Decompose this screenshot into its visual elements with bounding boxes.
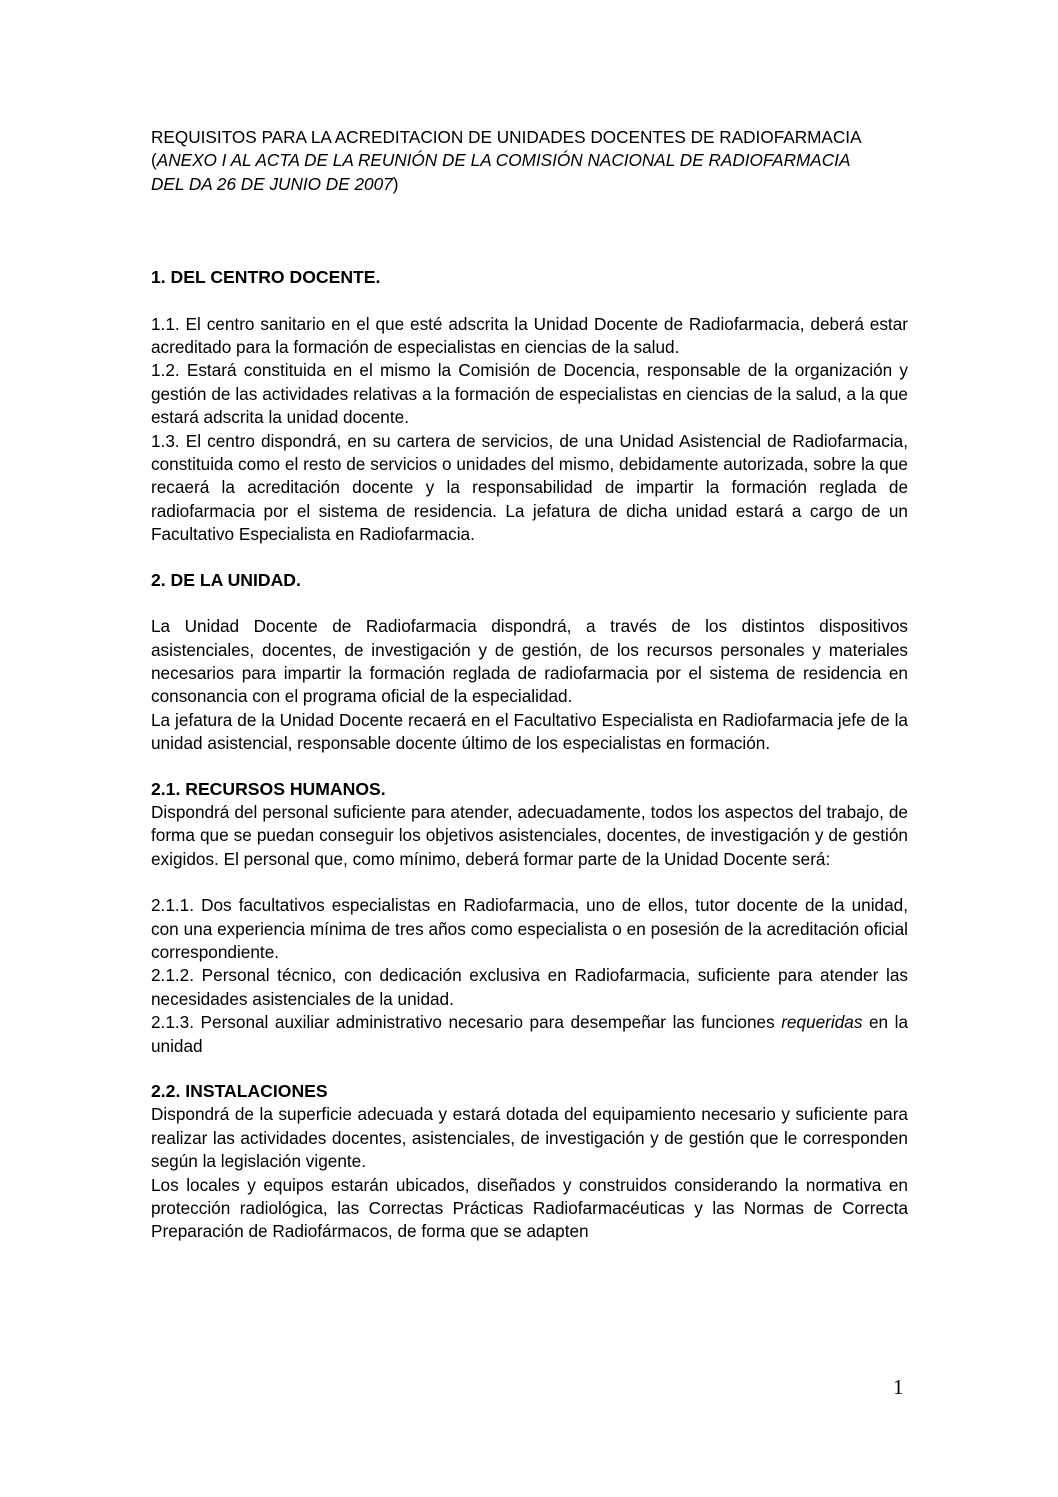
- document-title: REQUISITOS PARA LA ACREDITACION DE UNIDADES DOCENTES DE RADIOFARMACIA: [151, 127, 862, 147]
- paragraph-2-2-1: Dispondrá de la superficie adecuada y estará dotada del equipamiento necesario y suficiente para realizar las actividades docentes, asistenciales, de investigación y de gestión que le corresponden según la legislación vigente.: [151, 1104, 908, 1172]
- paragraph-1-3: 1.3. El centro dispondrá, en su cartera de servicios, de una Unidad Asistencial de Radiofarmacia, constituida como el resto de servicios o unidades del mismo, debidamente autorizada, sobre la que recaerá la acreditación docente y la responsabilidad de impartir la formación reglada de radiofarmacia por el sistema de residencia. La jefatura de dicha unidad estará a cargo de un Facultativo Especialista en Radiofarmacia.: [151, 430, 908, 545]
- paragraph-2-1: La Unidad Docente de Radiofarmacia dispondrá, a través de los distintos dispositivos asistenciales, docentes, de investigación y de gestión, de los recursos personales y materiales necesarios para impartir la formación reglada de radiofarmacia por el sistema de residencia en consonancia con el programa oficial de la especialidad.: [151, 616, 908, 707]
- section-2-1-heading: 2.1. RECURSOS HUMANOS.: [151, 778, 386, 799]
- paragraph-2-2: La jefatura de la Unidad Docente recaerá en el Facultativo Especialista en Radiofarmacia jefe de la unidad asistencial, responsable docente último de los especialistas en formación.: [151, 709, 908, 754]
- annex-text-1: ANEXO I AL ACTA DE LA REUNIÓN DE LA COMISIÓN NACIONAL DE RADIOFARMACIA: [156, 150, 851, 171]
- document-header: [151, 126, 908, 196]
- document-page: [151, 126, 908, 1244]
- section-2-2-heading: 2.2. INSTALACIONES: [151, 1081, 328, 1101]
- section-1-heading: 1. DEL CENTRO DOCENTE.: [151, 267, 381, 288]
- paragraph-2-1-intro: Dispondrá del personal suficiente para atender, adecuadamente, todos los aspectos del trabajo, de forma que se puedan conseguir los objetivos asistenciales, docentes, de investigación y de gestión exigidos. El personal que, como mínimo, deberá formar parte de la Unidad Docente será:: [151, 801, 908, 869]
- annex-text-2: DEL DA 26 DE JUNIO DE 2007: [151, 173, 393, 194]
- page-number: 1: [893, 1375, 904, 1399]
- annex-line-1: [151, 149, 908, 172]
- paragraph-2-1-3-start: 2.1.3. Personal auxiliar administrativo necesario para desempeñar las funciones: [151, 1012, 782, 1033]
- section-2-heading: 2. DE LA UNIDAD.: [151, 569, 301, 590]
- annex-open-paren: (: [151, 150, 157, 171]
- paragraph-2-1-2: 2.1.2. Personal técnico, con dedicación exclusiva en Radiofarmacia, suficiente para atender las necesidades asistenciales de la unidad.: [151, 965, 908, 1009]
- paragraph-2-1-3-end: en la unidad: [151, 1012, 908, 1056]
- paragraph-1-2: 1.2. Estará constituida en el mismo la Comisión de Docencia, responsable de la organización y gestión de las actividades relativas a la formación de especialistas en ciencias de la salud, a la que estará adscrita la unidad docente.: [151, 360, 908, 428]
- paragraph-2-2-2: Los locales y equipos estarán ubicados, diseñados y construidos considerando la normativa en protección radiológica, las Correctas Prácticas Radiofarmacéuticas y las Normas de Correcta Preparación de Radiofármacos, de forma que se adapten: [151, 1174, 908, 1242]
- annex-close-paren: ): [392, 173, 399, 194]
- paragraph-1-1: 1.1. El centro sanitario en el que esté adscrita la Unidad Docente de Radiofarmacia, deberá estar acreditado para la formación de especialistas en ciencias de la salud.: [151, 313, 908, 358]
- annex-line-2: [151, 173, 908, 196]
- paragraph-2-1-3: [151, 1011, 908, 1058]
- paragraph-2-1-3-italic: requeridas: [781, 1012, 863, 1033]
- paragraph-2-1-1: 2.1.1. Dos facultativos especialistas en Radiofarmacia, uno de ellos, tutor docente de la unidad, con una experiencia mínima de tres años como especialista o en posesión de la acreditación oficial correspondiente.: [151, 895, 908, 962]
